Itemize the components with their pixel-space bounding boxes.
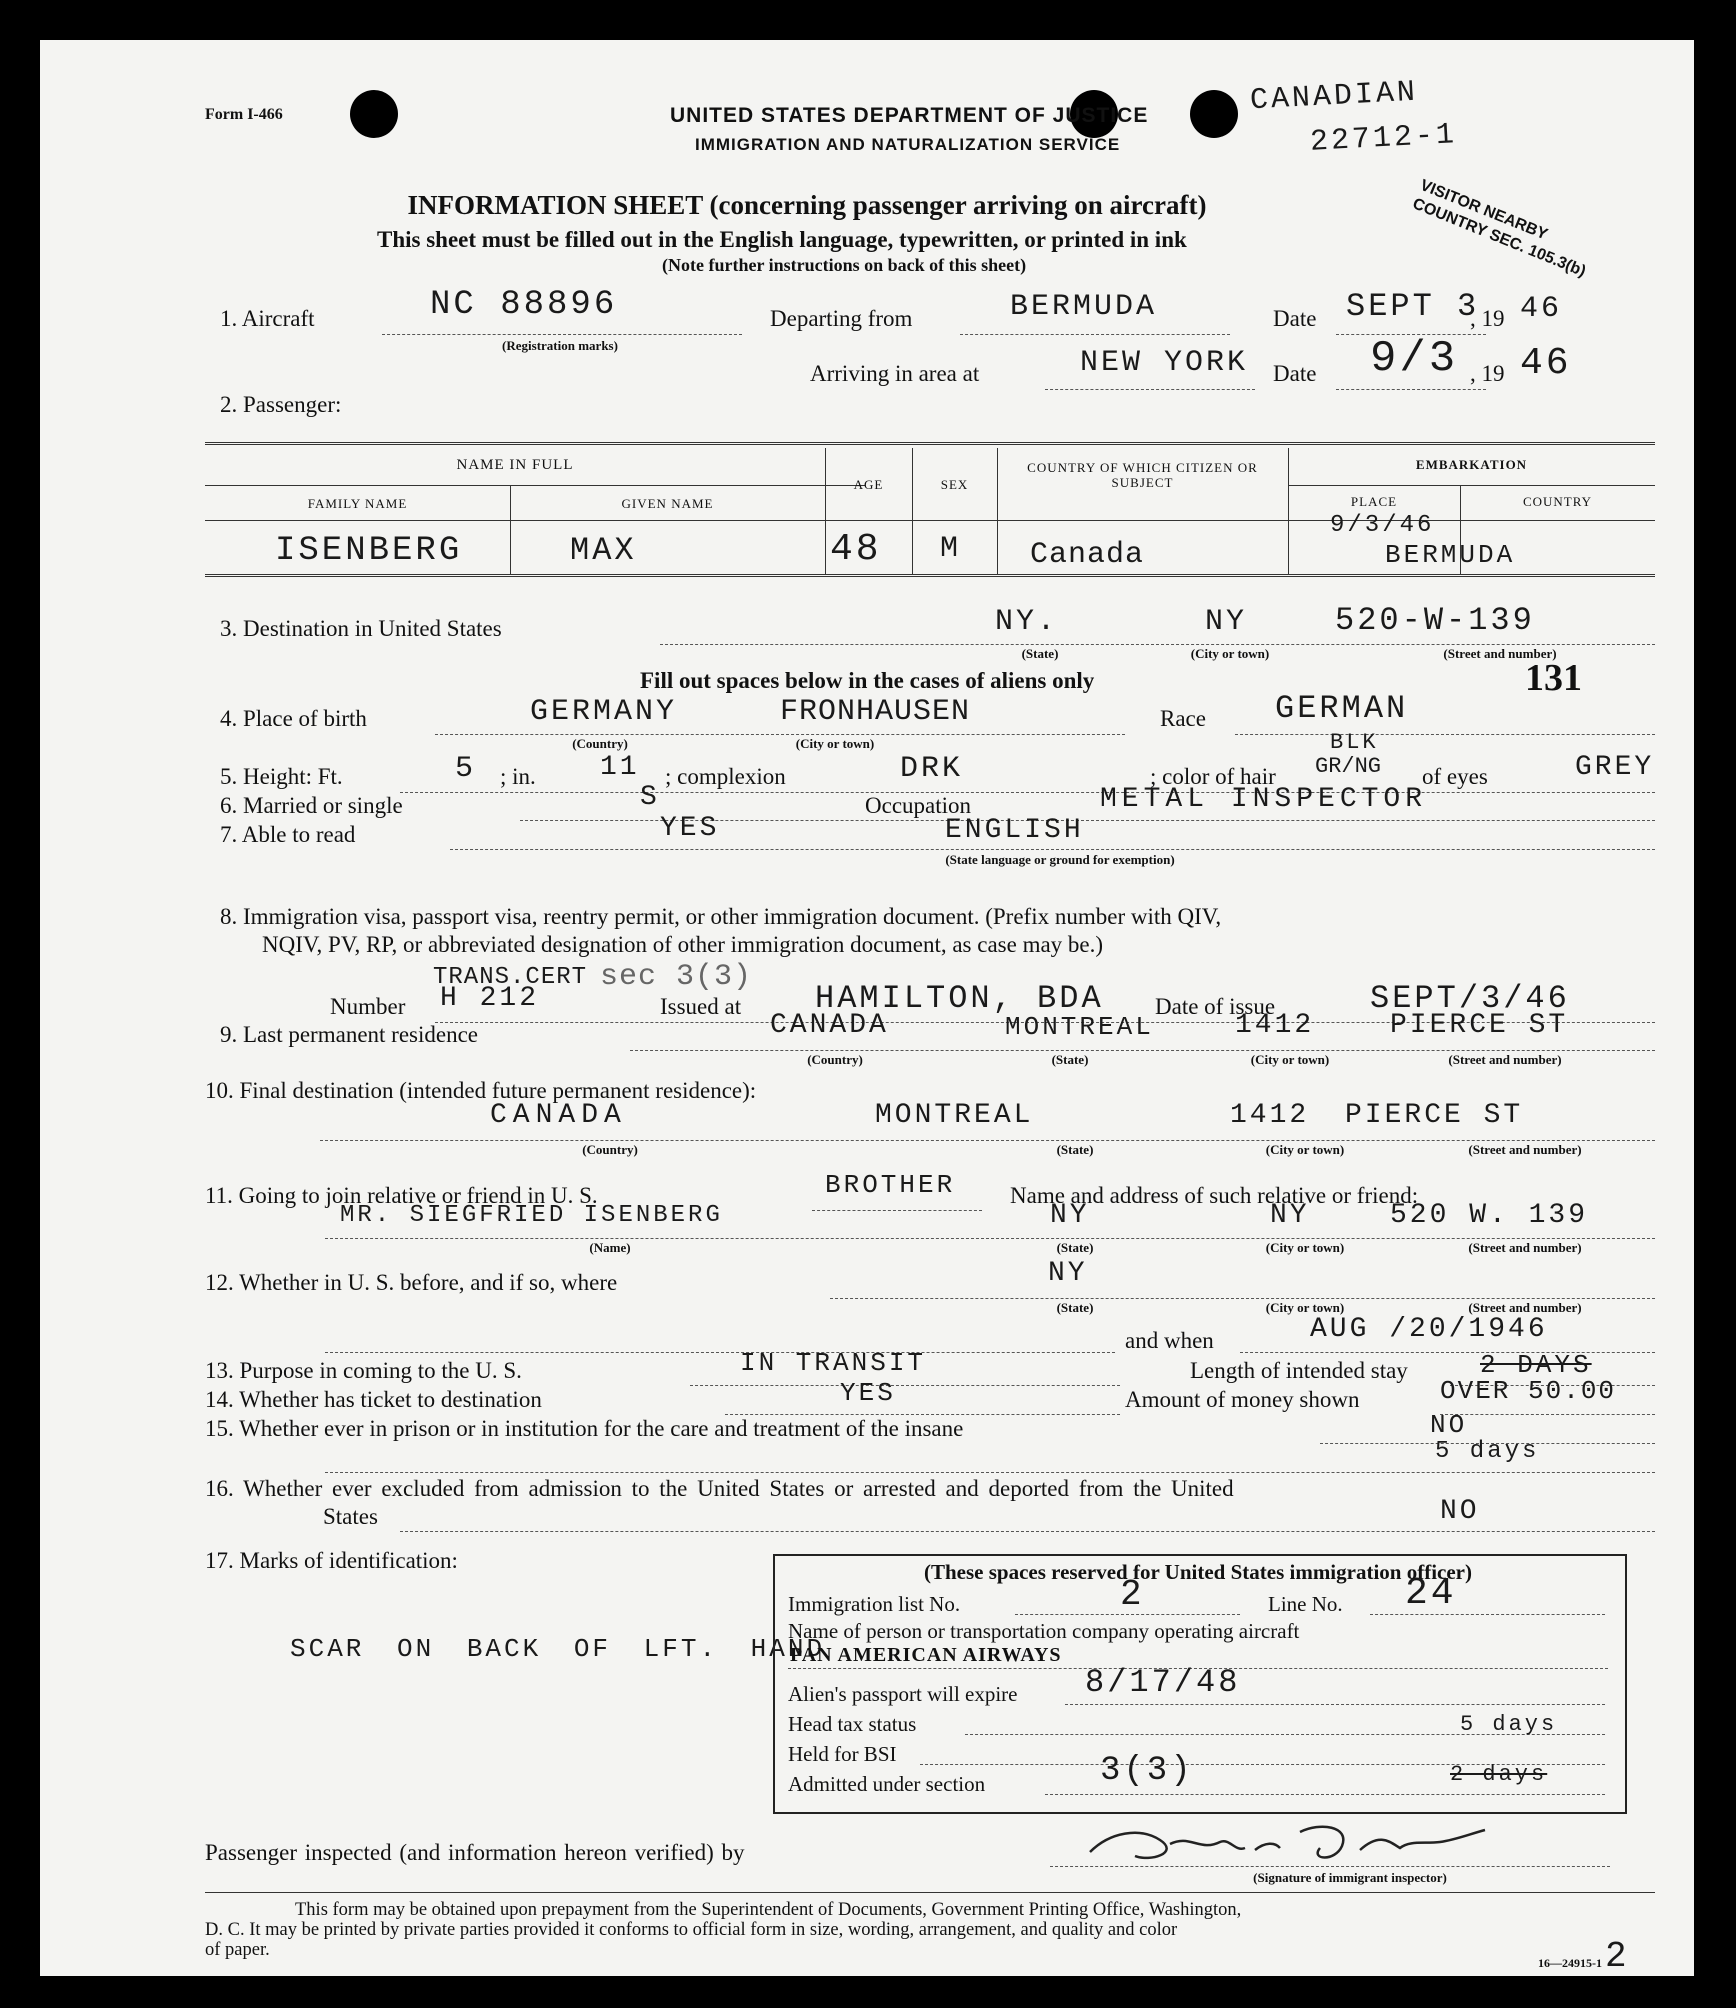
caption-street: (Street and number) (1448, 1052, 1562, 1067)
q9-label: 9. Last permanent residence (220, 1022, 478, 1047)
department-title: UNITED STATES DEPARTMENT OF JUSTICE (670, 104, 1149, 127)
number-131: 131 (1525, 657, 1582, 699)
caption-city: (City or town) (1265, 1142, 1345, 1157)
caption-street: (Street and number) (1468, 1142, 1582, 1157)
departing-label: Departing from (770, 306, 913, 331)
relative-state-value[interactable]: NY (1050, 1200, 1090, 1231)
date-line-2 (1336, 389, 1486, 390)
arriving-date-value[interactable]: 9/3 (1370, 334, 1459, 384)
caption-city: (City or town) (1190, 646, 1270, 661)
relative-street-value[interactable]: 520 W. 139 (1390, 1200, 1589, 1231)
final-country-value[interactable]: CANADA (490, 1100, 627, 1131)
embark-subheader-rule (1288, 485, 1655, 486)
doc-number-label: Number (330, 994, 406, 1019)
col-divider (912, 448, 913, 575)
caption-state: (State) (1021, 646, 1059, 661)
given-name-value[interactable]: MAX (570, 532, 637, 569)
sheet-title: INFORMATION SHEET (concerning passenger arriving on aircraft) (407, 190, 1207, 220)
signature-caption: (Signature of immigrant inspector) (1253, 1870, 1447, 1885)
aliens-only-note: Fill out spaces below in the cases of aliens only (640, 668, 1095, 693)
departing-date-value[interactable]: SEPT 3 (1346, 288, 1480, 325)
header-citizen-country: COUNTRY OF WHICH CITIZEN OR SUBJECT (1027, 460, 1258, 490)
q11-line-a (812, 1210, 982, 1211)
corner-note-number: 22712-1 (1309, 118, 1458, 160)
q3-line (660, 644, 1655, 645)
company-label: Name of person or transportation company operating aircraft (788, 1619, 1300, 1643)
doc-type-value[interactable]: TRANS.CERT (433, 964, 588, 991)
issued-at-value[interactable]: HAMILTON, BDA (815, 980, 1104, 1017)
q12-line-c (1240, 1352, 1655, 1353)
caption-city: (City or town) (1265, 1240, 1345, 1255)
height-in-label: ; in. (500, 764, 536, 789)
footer-text (205, 1900, 1655, 1960)
date-label-2: Date (1273, 361, 1317, 386)
header-family-name: FAMILY NAME (307, 496, 408, 511)
family-name-value[interactable]: ISENBERG (275, 532, 463, 570)
prison-note-value[interactable]: 5 days (1435, 1438, 1540, 1465)
q3-street-value[interactable]: 520-W-139 (1335, 602, 1535, 639)
residence-city-value[interactable]: 1412 (1235, 1010, 1315, 1041)
q12-line-b (325, 1352, 1115, 1353)
relative-name-value[interactable]: MR. SIEGFRIED ISENBERG (340, 1202, 723, 1229)
when-value[interactable]: AUG /20/1946 (1310, 1314, 1548, 1345)
q10-line (320, 1140, 1655, 1141)
complexion-label: ; complexion (665, 764, 786, 789)
service-title: IMMIGRATION AND NATURALIZATION SERVICE (695, 135, 1121, 154)
page-mark: 2 (1605, 1936, 1630, 1976)
q12-label: 12. Whether in U. S. before, and if so, where (205, 1270, 618, 1295)
q7-line (450, 849, 1655, 850)
col-divider (825, 448, 826, 575)
sex-value[interactable]: M (940, 532, 962, 566)
table-bottom-rule (205, 574, 1655, 577)
occupation-value[interactable]: METAL INSPECTOR (1100, 784, 1428, 815)
passport-value[interactable]: 8/17/48 (1085, 1664, 1241, 1701)
header-embark-place: PLACE (1350, 494, 1398, 509)
section-label: Admitted under section (788, 1772, 986, 1796)
footer-line-2: D. C. It may be printed by private parties provided it conforms to official form in size, wording, arrangement, and quality and color (205, 1920, 1178, 1940)
when-label: and when (1125, 1328, 1214, 1353)
issue-date-value[interactable]: SEPT/3/46 (1370, 980, 1570, 1017)
form-sheet (40, 40, 1694, 1976)
footer-line-3: of paper. (205, 1940, 270, 1960)
header-age: AGE (853, 477, 884, 492)
caption-country: (Country) (582, 1142, 638, 1157)
caption-state: (State) (1056, 1300, 1094, 1315)
caption-state: (State) (1051, 1052, 1089, 1067)
q6-label: 6. Married or single (220, 793, 403, 818)
eyes-value[interactable]: GREY (1575, 752, 1655, 783)
year-prefix-1: , 19 (1470, 306, 1505, 331)
passport-label: Alien's passport will expire (788, 1682, 1018, 1706)
header-embark-country: COUNTRY (1522, 494, 1593, 509)
departing-line (960, 334, 1230, 335)
q4-label: 4. Place of birth (220, 706, 367, 731)
q5-line (400, 792, 1655, 793)
arriving-label: Arriving in area at (810, 361, 980, 386)
visitor-stamp: VISITOR NEARBY COUNTRY SEC. 105.3(b) (1410, 176, 1589, 281)
footer-rule (205, 1892, 1655, 1893)
corner-note-canadian: CANADIAN (1249, 75, 1419, 119)
doc-number-value[interactable]: H 212 (440, 983, 540, 1014)
q3-state-value[interactable]: NY. (995, 605, 1059, 639)
q5-label: 5. Height: Ft. (220, 764, 343, 789)
q1-label: 1. Aircraft (220, 306, 315, 331)
race-line (1235, 734, 1655, 735)
q16-line (400, 1531, 1655, 1532)
arriving-value[interactable]: NEW YORK (1080, 346, 1249, 380)
header-given-name: GIVEN NAME (621, 496, 714, 511)
relation-value[interactable]: BROTHER (825, 1170, 956, 1200)
race-value[interactable]: GERMAN (1275, 690, 1409, 727)
name-subheader-rule (205, 485, 865, 486)
list-no-value[interactable]: 2 (1120, 1574, 1145, 1615)
hair-label: ; color of hair (1150, 764, 1276, 789)
stay-label: Length of intended stay (1190, 1358, 1408, 1383)
final-street-value[interactable]: PIERCE ST (1345, 1100, 1524, 1131)
section-crossed-value[interactable]: 2 days (1450, 1762, 1548, 1787)
q8-line1: 8. Immigration visa, passport visa, reentry permit, or other immigration document. (Prefix number with QIV, (220, 904, 1222, 929)
embark-place-value[interactable]: 9/3/46 (1330, 512, 1435, 539)
q8-line2: NQIV, PV, RP, or abbreviated designation of other immigration document, as case may be.) (262, 932, 1104, 957)
arriving-line (1045, 389, 1255, 390)
residence-country-value[interactable]: CANADA (770, 1010, 889, 1041)
table-top-rule (205, 442, 1655, 445)
bsi-label: Held for BSI (788, 1742, 897, 1766)
head-tax-value[interactable]: 5 days (1460, 1712, 1558, 1737)
departing-year-value[interactable]: 46 (1520, 292, 1563, 326)
q15-line-b (325, 1472, 1655, 1473)
identification-marks-value[interactable]: SCAR ON BACK OF LFT. HAND (290, 1634, 826, 1664)
residence-state-value[interactable]: MONTREAL (1005, 1012, 1154, 1042)
relative-name-label: Name and address of such relative or friend: (1010, 1183, 1419, 1208)
prior-state-value[interactable]: NY (1048, 1258, 1088, 1289)
q11-line-b (325, 1238, 1655, 1239)
q3-city-value[interactable]: NY (1205, 605, 1248, 639)
q10-label: 10. Final destination (intended future permanent residence): (205, 1078, 757, 1103)
date-label-1: Date (1273, 306, 1317, 331)
stay-value[interactable]: 2 DAYS (1480, 1350, 1592, 1380)
height-ft-value[interactable]: 5 (455, 752, 477, 786)
year-prefix-2: , 19 (1470, 361, 1505, 386)
footer-line-1: This form may be obtained upon prepayment from the Superintendent of Documents, Government Printing Office, Washington, (295, 1900, 1242, 1920)
company-value[interactable]: PAN AMERICAN AIRWAYS (790, 1644, 1062, 1666)
head-tax-label: Head tax status (788, 1712, 917, 1736)
caption-name: (Name) (589, 1240, 631, 1255)
final-state-value[interactable]: MONTREAL (875, 1100, 1034, 1131)
excluded-value[interactable]: NO (1440, 1496, 1480, 1527)
q12-line-a (830, 1298, 1655, 1299)
occupation-label: Occupation (865, 793, 972, 818)
q14-line-a (725, 1414, 1120, 1415)
caption-city: (City or town) (1265, 1300, 1345, 1315)
header-name-in-full: NAME IN FULL (456, 457, 574, 473)
inspector-signature (1080, 1812, 1500, 1868)
caption-street: (Street and number) (1468, 1300, 1582, 1315)
caption-state: (State) (1056, 1240, 1094, 1255)
caption-state: (State) (1056, 1142, 1094, 1157)
section-value[interactable]: 3(3) (1100, 1752, 1194, 1790)
officer-box-title: (These spaces reserved for United States immigration officer) (923, 1560, 1472, 1584)
money-label: Amount of money shown (1125, 1387, 1360, 1412)
col-divider (997, 448, 998, 575)
caption-city: (City or town) (795, 736, 875, 751)
aircraft-value[interactable]: NC 88896 (430, 286, 618, 324)
section-line (1045, 1794, 1605, 1795)
final-city-value[interactable]: 1412 (1230, 1100, 1310, 1131)
complexion-value[interactable]: DRK (900, 752, 964, 786)
q11-label: 11. Going to join relative or friend in U. S. (205, 1183, 598, 1208)
q3-label: 3. Destination in United States (220, 616, 502, 641)
money-value[interactable]: OVER 50.00 (1440, 1376, 1617, 1406)
q16-line2: States (323, 1504, 378, 1529)
caption-street: (Street and number) (1468, 1240, 1582, 1255)
sheet-subtitle: This sheet must be filled out in the English language, typewritten, or printed in ink (377, 227, 1187, 252)
embark-country-value[interactable]: BERMUDA (1385, 540, 1516, 570)
marital-value[interactable]: S (640, 782, 660, 813)
hair-top-value[interactable]: BLK (1330, 730, 1379, 755)
read-value[interactable]: YES (660, 813, 720, 844)
arriving-year-value[interactable]: 46 (1520, 342, 1572, 385)
residence-street-value[interactable]: PIERCE ST (1390, 1010, 1569, 1041)
passport-line (1065, 1704, 1605, 1705)
caption-city: (City or town) (1250, 1052, 1330, 1067)
form-number: Form I-466 (205, 106, 283, 123)
q2-label: 2. Passenger: (220, 392, 342, 417)
age-value[interactable]: 48 (830, 528, 882, 571)
caption-country: (Country) (572, 736, 628, 751)
header-sex: SEX (940, 477, 969, 492)
table-header-rule (205, 520, 1655, 521)
relative-city-value[interactable]: NY (1270, 1200, 1310, 1231)
height-in-value[interactable]: 11 (600, 752, 640, 783)
punch-hole (1190, 90, 1238, 138)
margin-note-value[interactable]: sec 3(3) (600, 960, 753, 994)
prison-value[interactable]: NO (1430, 1410, 1468, 1440)
race-label: Race (1160, 706, 1206, 731)
header-embarkation: EMBARKATION (1415, 457, 1528, 472)
hair-value[interactable]: GR/NG (1315, 754, 1382, 779)
q9-line (630, 1050, 1655, 1051)
q15-label: 15. Whether ever in prison or in institution for the care and treatment of the insane (205, 1416, 964, 1441)
q13-label: 13. Purpose in coming to the U. S. (205, 1358, 522, 1383)
list-no-label: Immigration list No. (788, 1592, 961, 1616)
issue-date-label: Date of issue (1155, 994, 1276, 1019)
language-caption: (State language or ground for exemption) (945, 852, 1175, 867)
line-no-value[interactable]: 24 (1405, 1572, 1457, 1615)
language-value[interactable]: ENGLISH (945, 815, 1084, 846)
caption-street: (Street and number) (1443, 646, 1557, 661)
q16-line1: 16. Whether ever excluded from admission to the United States or arrested and deported from the United (205, 1476, 1234, 1501)
caption-country: (Country) (807, 1052, 863, 1067)
q14-line-b (1440, 1414, 1655, 1415)
inspected-label: Passenger inspected (and information hereon verified) by (205, 1840, 745, 1865)
sheet-note: (Note further instructions on back of this sheet) (662, 255, 1027, 275)
line-no-label: Line No. (1268, 1592, 1343, 1616)
form-code: 16—24915-1 (1538, 1956, 1602, 1970)
punch-hole (350, 90, 398, 138)
citizen-value[interactable]: Canada (1030, 538, 1145, 572)
registration-caption: (Registration marks) (502, 338, 618, 353)
q7-label: 7. Able to read (220, 822, 356, 847)
departing-value[interactable]: BERMUDA (1010, 290, 1158, 324)
issued-at-label: Issued at (660, 994, 742, 1019)
q13-line-a (690, 1385, 1120, 1386)
q14-label: 14. Whether has ticket to destination (205, 1387, 542, 1412)
purpose-value[interactable]: IN TRANSIT (740, 1348, 927, 1378)
birth-city-value[interactable]: FRONHAUSEN (780, 695, 971, 729)
q17-label: 17. Marks of identification: (205, 1548, 458, 1573)
eyes-label: of eyes (1422, 764, 1488, 789)
ticket-value[interactable]: YES (840, 1378, 896, 1408)
birth-country-value[interactable]: GERMANY (530, 695, 678, 729)
aircraft-line (382, 334, 742, 335)
q4-line (435, 734, 1125, 735)
